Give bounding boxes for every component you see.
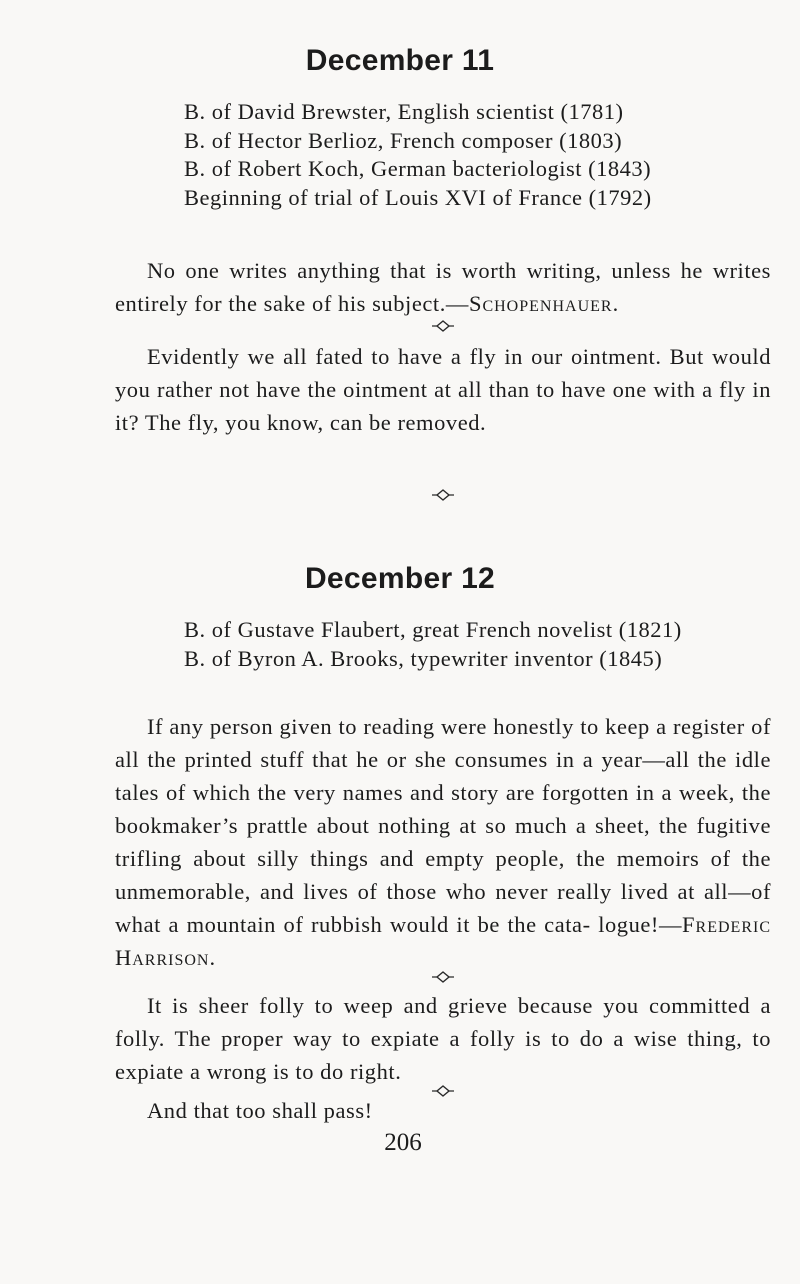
events-list-dec-11 <box>184 98 652 212</box>
event-item: B. of David Brewster, English scientist (1781) <box>184 99 624 124</box>
diamond-ornament-icon <box>432 320 454 332</box>
diamond-ornament-icon <box>432 489 454 501</box>
event-item: B. of Hector Berlioz, French composer (1803) <box>184 127 623 153</box>
quote-dec-12 <box>115 710 771 974</box>
reflection-dec-11: Evidently we all fated to have a fly in our ointment. But would you rather not have the ointment at all than to have one with a fly in it? The fly, you know, can be removed. <box>115 344 771 435</box>
closing-line: And that too shall pass! <box>147 1098 373 1123</box>
quote-attribution: Frederic Harrison. <box>115 912 771 970</box>
quote-text: No one writes anything that is worth writing, unless he writes entirely for the sake of his subject.— <box>115 258 771 316</box>
event-item: B. of Byron A. Brooks, typewriter inventor (1845) <box>184 645 663 671</box>
page-number: 206 <box>384 1129 422 1156</box>
diamond-ornament-icon <box>432 971 454 983</box>
event-item: Beginning of trial of Louis XVI of France (1792) <box>184 184 652 210</box>
quote-dec-11 <box>115 254 771 320</box>
quote-attribution: Schopenhauer. <box>468 291 620 316</box>
events-list-dec-12 <box>184 616 682 673</box>
diamond-ornament-icon <box>432 1085 454 1097</box>
quote-text: If any person given to reading were honestly to keep a register of all the printed stuff that he or she consumes in a year—all the idle tales of which the very names and story are forgotten in a week, the bookmaker’s prattle about nothing at so much a sheet, the fugitive trifling about silly things and empty people, the memoirs of the unmemorable, and lives of those who never really lived at all—of what a mountain of rubbish would it be the cata- logue!— <box>115 714 771 937</box>
section-heading-dec-12: December 12 <box>304 562 496 595</box>
section-heading-dec-11: December 11 <box>305 44 495 77</box>
event-item: B. of Robert Koch, German bacteriologist (1843) <box>184 156 652 181</box>
event-item: B. of Gustave Flaubert, great French novelist (1821) <box>184 617 682 642</box>
reflection-dec-12: It is sheer folly to weep and grieve because you committed a folly. The proper way to expiate a folly is to do a wise thing, to expiate a wrong is to do right. <box>115 993 771 1084</box>
